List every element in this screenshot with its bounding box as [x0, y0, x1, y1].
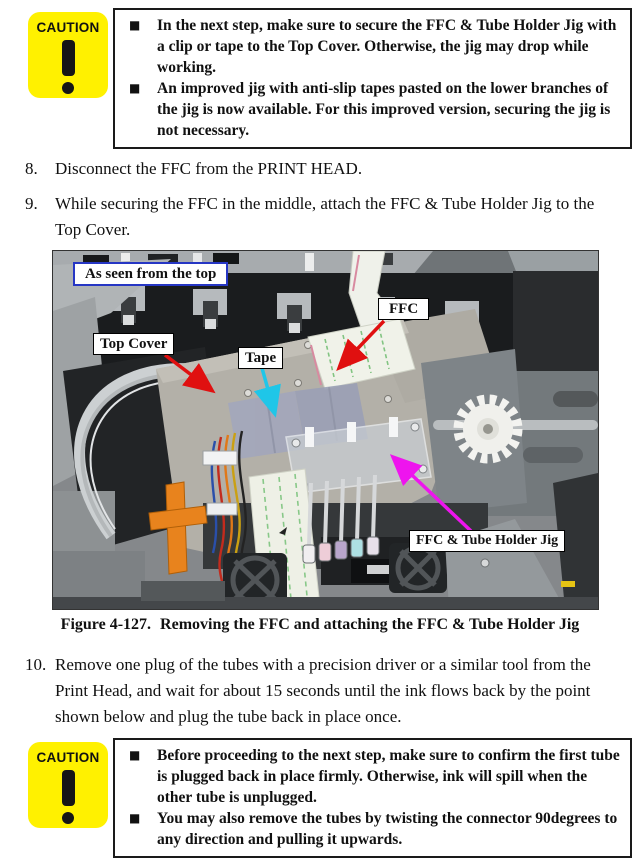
step-number: 9.	[25, 194, 38, 213]
figure-title: Removing the FFC and attaching the FFC & Tube Holder Jig	[160, 616, 580, 633]
bottom-caution-block	[0, 738, 640, 854]
caution-text: You may also remove the tubes by twisting the connector 90degrees to any direction and pulling it upwards.	[157, 810, 618, 848]
step-8	[25, 156, 625, 182]
caution-icon	[28, 12, 108, 98]
step-number: 10.	[25, 655, 47, 674]
step-9	[25, 191, 625, 243]
step-text: Remove one plug of the tubes with a precision driver or a similar tool from the Print Head, and wait for about 15 seconds until the ink flows back by the point shown below and plug the tube back in place once.	[55, 655, 591, 726]
caution-icon	[28, 742, 108, 828]
step-number: 8.	[25, 159, 38, 178]
bullet-icon: ■	[129, 81, 141, 95]
figure-caption	[0, 616, 640, 634]
step-text: Disconnect the FFC from the PRINT HEAD.	[55, 159, 363, 178]
label-jig: FFC & Tube Holder Jig	[409, 530, 565, 552]
caution-text: In the next step, make sure to secure the FFC & Tube Holder Jig with a clip or tape to the Top Cover. Otherwise, the jig may drop while working.	[157, 17, 617, 76]
label-tape: Tape	[238, 347, 283, 369]
exclamation-dot-icon	[62, 82, 74, 94]
caution-item	[125, 745, 622, 808]
label-ffc: FFC	[378, 298, 429, 320]
step-10	[25, 652, 625, 730]
bullet-icon: ■	[129, 18, 141, 32]
figure-number: Figure 4-127.	[60, 616, 152, 633]
figure-photo	[52, 250, 599, 610]
bottom-caution-box	[113, 738, 632, 858]
top-caution-block	[0, 8, 640, 148]
label-as-seen-from-top: As seen from the top	[73, 262, 228, 286]
caution-item	[125, 15, 622, 78]
caution-item	[125, 78, 622, 141]
exclamation-icon	[62, 770, 75, 806]
caution-text: An improved jig with anti-slip tapes pasted on the lower branches of the jig is now available. For this improved version, securing the jig is not necessary.	[157, 80, 611, 139]
bullet-icon: ■	[129, 748, 141, 762]
photo-illustration	[53, 251, 598, 609]
caution-label: CAUTION	[36, 20, 100, 35]
caution-text: Before proceeding to the next step, make sure to confirm the first tube is plugged back in place firmly. Otherwise, ink will spill when the other tube is unplugged.	[157, 747, 620, 806]
exclamation-dot-icon	[62, 812, 74, 824]
exclamation-icon	[62, 40, 75, 76]
caution-label: CAUTION	[36, 750, 100, 765]
step-text: While securing the FFC in the middle, attach the FFC & Tube Holder Jig to the Top Cover.	[55, 194, 595, 239]
top-caution-box	[113, 8, 632, 149]
label-top-cover: Top Cover	[93, 333, 174, 355]
bullet-icon: ■	[129, 811, 141, 825]
caution-item	[125, 808, 622, 850]
